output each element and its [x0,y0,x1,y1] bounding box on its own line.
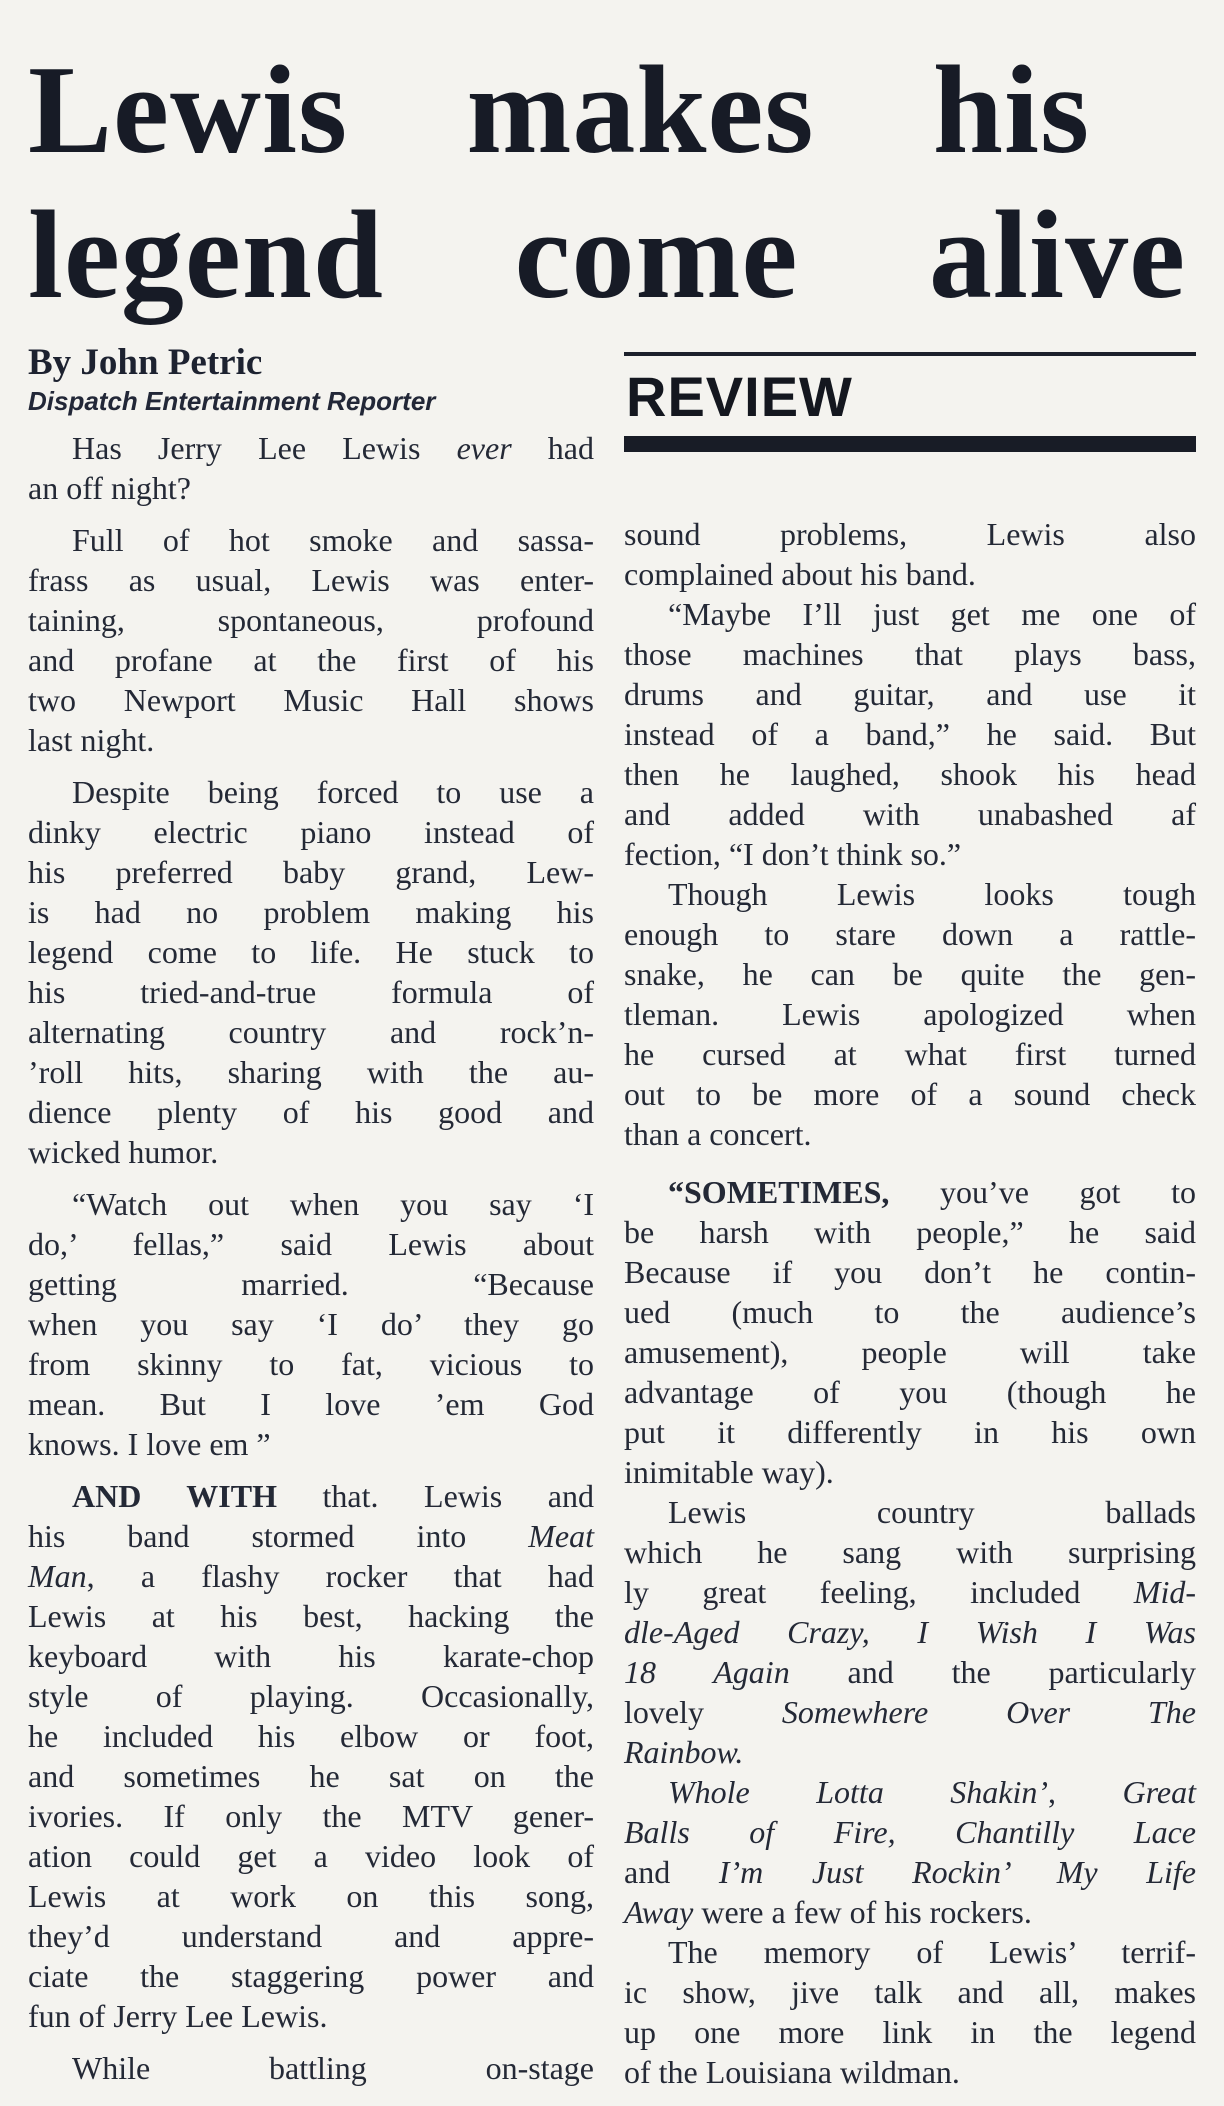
italic-text-run: I’m Just Rockin’ My Life [718,1854,1197,1890]
byline-block [28,342,594,418]
text-run: ic show, jive talk and all, makes [624,1974,1196,2010]
text-line [624,1412,1196,1452]
text-run: style of playing. Occasionally, [28,1678,594,1714]
text-line [624,594,1196,634]
right-column-text [624,514,1196,2092]
text-run: ation could get a video look of [28,1838,594,1874]
text-run: keyboard with his karate-chop [28,1638,594,1674]
text-run: is had no problem making his [28,894,594,930]
text-line [28,1132,594,1172]
italic-text-run: Away [624,1894,694,1930]
text-run: two Newport Music Hall shows [28,682,594,718]
article-paragraph [28,1184,594,1464]
text-run: advantage of you (though he [624,1374,1196,1410]
text-run: wicked humor. [28,1134,219,1170]
text-line [28,772,594,812]
text-run: Has Jerry Lee Lewis [72,430,457,466]
text-run: than a concert. [624,1116,812,1152]
text-run: he cursed at what first turned [624,1036,1196,1072]
text-run: frass as usual, Lewis was enter- [28,562,594,598]
text-line [624,1932,1196,1972]
review-label: REVIEW [626,365,853,428]
italic-text-run: Balls of Fire, Chantilly Lace [624,1814,1196,1850]
text-line [624,1492,1196,1532]
text-line [28,1476,594,1516]
text-run: and profane at the first of his [28,642,594,678]
text-line [28,1636,594,1676]
text-run: knows. I love em ” [28,1426,271,1462]
text-run: from skinny to fat, vicious to [28,1346,594,1382]
text-run: lovely [624,1694,782,1730]
text-run: sound problems, Lewis also [624,516,1196,552]
text-line [28,428,594,468]
text-line [624,994,1196,1034]
text-line [28,680,594,720]
text-line [624,1452,1196,1492]
text-line [28,1224,594,1264]
review-rule-thick [624,436,1196,452]
text-line [28,1716,594,1756]
right-column [624,342,1196,2092]
text-run: fun of Jerry Lee Lewis. [28,1998,328,2034]
text-line [28,1796,594,1836]
text-run: and added with unabashed af [624,796,1196,832]
text-line [28,852,594,892]
text-line [28,1264,594,1304]
text-line [624,914,1196,954]
text-run: ly great feeling, included [624,1574,1134,1610]
text-line [28,972,594,1012]
headline [28,38,1196,328]
text-run: which he sang with surprising [624,1534,1196,1570]
bold-text-run: “SOMETIMES, [668,1174,890,1210]
italic-text-run: Great [1122,1774,1196,1810]
text-run: “Maybe I’ll just get me one of [668,596,1196,632]
text-line [624,1292,1196,1332]
text-run: last night. [28,722,155,758]
text-line [624,1892,1196,1932]
text-run: his tried-and-true formula of [28,974,594,1010]
text-run: dinky electric piano instead of [28,814,594,850]
text-line [624,1572,1196,1612]
text-line [28,1556,594,1596]
review-header [624,352,1196,452]
text-run: Lewis at work on this song, [28,1878,594,1914]
text-run: taining, spontaneous, profound [28,602,594,638]
text-line [28,1996,594,2036]
byline-author: By John Petric [28,342,263,383]
text-run: ciate the staggering power and [28,1958,594,1994]
text-line [28,600,594,640]
text-line [28,1836,594,1876]
text-run: he included his elbow or foot, [28,1718,594,1754]
bold-text-run: AND WITH [72,1478,277,1514]
italic-text-run: Whole Lotta Shakin’ [668,1774,1049,1810]
text-line [624,1074,1196,1114]
text-line [624,1652,1196,1692]
text-line [28,1344,594,1384]
italic-text-run: Meat [528,1518,594,1554]
text-line [28,892,594,932]
text-run: inimitable way). [624,1454,834,1490]
text-line [28,1876,594,1916]
text-line [28,1092,594,1132]
text-run: then he laughed, shook his head [624,756,1196,792]
text-run: alternating country and rock’n- [28,1014,594,1050]
text-line [624,1332,1196,1372]
italic-text-run: Somewhere Over The [781,1694,1196,1730]
left-column-text [28,428,594,2088]
article-paragraph [624,514,1196,594]
text-line [624,794,1196,834]
text-line [624,1852,1196,1892]
text-line [624,634,1196,674]
text-line [624,1252,1196,1292]
text-line [28,468,594,508]
text-run: Because if you don’t he contin- [624,1254,1196,1290]
text-line [28,560,594,600]
text-line [624,514,1196,554]
text-line [624,1532,1196,1572]
text-line [28,1756,594,1796]
article-paragraph [624,1492,1196,1772]
text-line [28,1516,594,1556]
text-line [624,2052,1196,2092]
text-line [28,1184,594,1224]
text-run: out to be more of a sound check [624,1076,1196,1112]
text-run: The memory of Lewis’ terrif- [668,1934,1196,1970]
text-run: amusement), people will take [624,1334,1196,1370]
article-paragraph [624,1932,1196,2092]
left-column [28,342,594,2088]
text-line [624,1812,1196,1852]
text-run: and [624,1854,719,1890]
text-run: do,’ fellas,” said Lewis about [28,1226,594,1262]
text-run: you’ve got to [889,1174,1196,1210]
text-run: ivories. If only the MTV gener- [28,1798,594,1834]
text-line [28,932,594,972]
text-run: an off night? [28,470,191,506]
text-run: drums and guitar, and use it [624,676,1196,712]
article-paragraph [624,1772,1196,1932]
text-run: ’roll hits, sharing with the au- [28,1054,594,1090]
text-line [624,714,1196,754]
text-run: fection, “I don’t think so.” [624,836,962,872]
text-run: legend come to life. He stuck to [28,934,594,970]
italic-text-run: dle-Aged Crazy, I Wish I Was [624,1614,1196,1650]
article-paragraph [28,2048,594,2088]
text-run: Despite being forced to use a [72,774,594,810]
text-run: put it differently in his own [624,1414,1196,1450]
headline-line-2: legend come alive [28,186,1186,325]
text-line [28,1052,594,1092]
text-line [624,1732,1196,1772]
text-run: instead of a band,” he said. But [624,716,1196,752]
text-run: Though Lewis looks tough [668,876,1196,912]
article-columns [28,342,1196,2092]
text-run: his preferred baby grand, Lew- [28,854,594,890]
text-line [624,674,1196,714]
text-line [624,1172,1196,1212]
text-run: when you say ‘I do’ they go [28,1306,594,1342]
article-paragraph [28,520,594,760]
article-paragraph [624,874,1196,1154]
text-line [624,834,1196,874]
text-line [624,1972,1196,2012]
text-line [28,1676,594,1716]
text-run: Full of hot smoke and sassa- [72,522,594,558]
text-line [28,1596,594,1636]
text-run: While battling on-stage [72,2050,594,2086]
text-line [624,1772,1196,1812]
text-line [28,1384,594,1424]
text-line [28,812,594,852]
text-run: had [511,430,595,466]
text-run: Lewis at his best, hacking the [28,1598,594,1634]
text-run: were a few of his rockers. [693,1894,1032,1930]
text-run: his band stormed into [28,1518,529,1554]
text-line [624,1114,1196,1154]
text-line [28,720,594,760]
article-paragraph [624,1172,1196,1492]
text-line [624,1034,1196,1074]
italic-text-run: 18 Again [624,1654,790,1690]
article-paragraph [28,772,594,1172]
text-run: that. Lewis and [276,1478,595,1514]
text-run: those machines that plays bass, [624,636,1196,672]
text-run: complained about his band. [624,556,976,592]
text-run: enough to stare down a rattle- [624,916,1196,952]
text-line [28,520,594,560]
text-run: snake, he can be quite the gen- [624,956,1196,992]
text-line [624,1372,1196,1412]
text-run: and sometimes he sat on the [28,1758,594,1794]
article-paragraph [28,428,594,508]
italic-text-run: Rainbow. [624,1734,744,1770]
text-run: and the particularly [789,1654,1197,1690]
text-run: “Watch out when you say ‘I [72,1186,594,1222]
text-line [624,2012,1196,2052]
text-line [624,554,1196,594]
text-run: ued (much to the audience’s [624,1294,1196,1330]
text-line [624,1212,1196,1252]
text-run: , a flashy rocker that had [86,1558,594,1594]
text-run: Lewis country ballads [668,1494,1196,1530]
article-paragraph [28,1476,594,2036]
article-paragraph [624,594,1196,874]
text-line [28,1304,594,1344]
text-run: tleman. Lewis apologized when [624,996,1196,1032]
text-run: , [1048,1774,1123,1810]
text-line [28,2048,594,2088]
italic-text-run: ever [456,430,512,466]
italic-text-run: Mid- [1133,1574,1196,1610]
text-run: they’d understand and appre- [28,1918,594,1954]
text-run: getting married. “Because [28,1266,594,1302]
text-line [28,640,594,680]
italic-text-run: Man [28,1558,87,1594]
text-line [624,1692,1196,1732]
headline-line-1: Lewis makes his [28,41,1090,180]
text-line [624,1612,1196,1652]
text-line [28,1916,594,1956]
text-run: mean. But I love ’em God [28,1386,594,1422]
text-run: of the Louisiana wildman. [624,2054,960,2090]
text-line [28,1956,594,1996]
text-run: up one more link in the legend [624,2014,1196,2050]
byline-reporter-title: Dispatch Entertainment Reporter [28,386,436,416]
text-line [28,1012,594,1052]
text-line [28,1424,594,1464]
text-line [624,874,1196,914]
text-run: be harsh with people,” he said [624,1214,1196,1250]
text-line [624,754,1196,794]
text-line [624,954,1196,994]
text-run: dience plenty of his good and [28,1094,594,1130]
